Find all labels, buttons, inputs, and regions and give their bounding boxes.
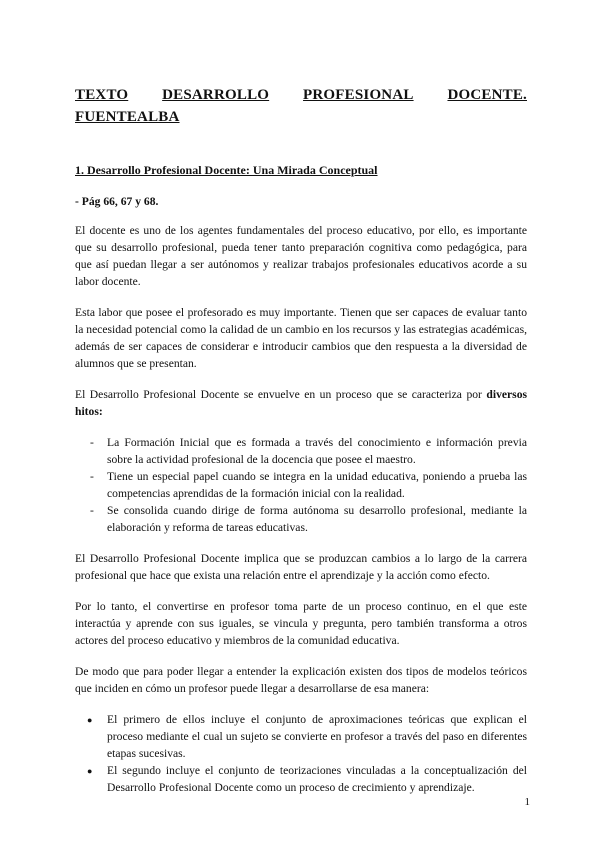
list-item-text: El segundo incluye el conjunto de teorizaciones vinculadas a la conceptualización del Desarrollo Profesional Docente como un proceso de crecimiento y aprendizaje. bbox=[107, 764, 527, 794]
list-item bbox=[75, 468, 527, 502]
dash-marker: - bbox=[90, 470, 94, 483]
document-title bbox=[75, 84, 527, 128]
list-item-text: Tiene un especial papel cuando se integra en la unidad educativa, poniendo a prueba las competencias aprendidas de la formación inicial con la realidad. bbox=[107, 470, 527, 500]
list-item-text: El primero de ellos incluye el conjunto de aproximaciones teóricas que explican el proceso mediante el cual un sujeto se convierte en profesor a través del paso en diferentes etapas sucesivas. bbox=[107, 713, 527, 760]
title-line-2: FUENTEALBA bbox=[75, 109, 180, 125]
list-item bbox=[75, 434, 527, 468]
title-word: DOCENTE. bbox=[447, 87, 527, 103]
title-line-1 bbox=[75, 84, 527, 106]
list-item bbox=[75, 762, 527, 796]
paragraph-2: Esta labor que posee el profesorado es muy importante. Tienen que ser capaces de evaluar tanto la necesidad potencial como la calidad de un cambio en los recursos y las estrategias académicas, además de ser capaces de considerar e introducir cambios que den respuesta a la diversidad de alumnos que se presentan. bbox=[75, 306, 527, 370]
paragraph-4: El Desarrollo Profesional Docente implica que se produzcan cambios a lo largo de la carrera profesional que hace que exista una relación entre el aprendizaje y la acción como efecto. bbox=[75, 552, 527, 582]
models-list bbox=[75, 711, 527, 796]
document-body bbox=[75, 162, 527, 810]
paragraph-5: Por lo tanto, el convertirse en profesor toma parte de un proceso continuo, en el que este interactúa y aprende con sus iguales, se vincula y pregunta, pero también transforma a otros actores del proceso educativo y miembros de la comunidad educativa. bbox=[75, 600, 527, 647]
list-item bbox=[75, 711, 527, 762]
list-item-text: La Formación Inicial que es formada a través del conocimiento e información previa sobre la actividad profesional de la docencia que posee el maestro. bbox=[107, 436, 527, 466]
paragraph-3-bold: diversos hitos: bbox=[75, 388, 527, 418]
section-heading: 1. Desarrollo Profesional Docente: Una Mirada Conceptual bbox=[75, 163, 378, 177]
list-item bbox=[75, 502, 527, 536]
paragraph-6: De modo que para poder llegar a entender la explicación existen dos tipos de modelos teóricos que inciden en cómo un profesor puede llegar a desarrollarse de esa manera: bbox=[75, 665, 527, 695]
title-word: TEXTO bbox=[75, 87, 129, 103]
title-word: PROFESIONAL bbox=[303, 87, 414, 103]
milestones-list bbox=[75, 434, 527, 536]
dash-marker: - bbox=[90, 436, 94, 449]
paragraph-1: El docente es uno de los agentes fundamentales del proceso educativo, por ello, es importante que su desarrollo profesional, pueda tener tanto preparación cognitiva como pedagógica, para que así puedan llegar a ser autónomos y realizar trabajos profesionales educativos acorde a su labor docente. bbox=[75, 224, 527, 288]
list-item-text: Se consolida cuando dirige de forma autónoma su desarrollo profesional, mediante la elaboración y reforma de tareas educativas. bbox=[107, 504, 527, 534]
page-number: 1 bbox=[524, 796, 530, 808]
paragraph-3 bbox=[75, 386, 527, 420]
paragraph-3-text: El Desarrollo Profesional Docente se envuelve en un proceso que se caracteriza por bbox=[75, 388, 487, 401]
dash-marker: - bbox=[90, 504, 94, 517]
bullet-icon: ● bbox=[87, 715, 93, 725]
title-word: DESARROLLO bbox=[162, 87, 270, 103]
bullet-icon: ● bbox=[87, 766, 93, 776]
pages-reference: - Pág 66, 67 y 68. bbox=[75, 195, 159, 208]
